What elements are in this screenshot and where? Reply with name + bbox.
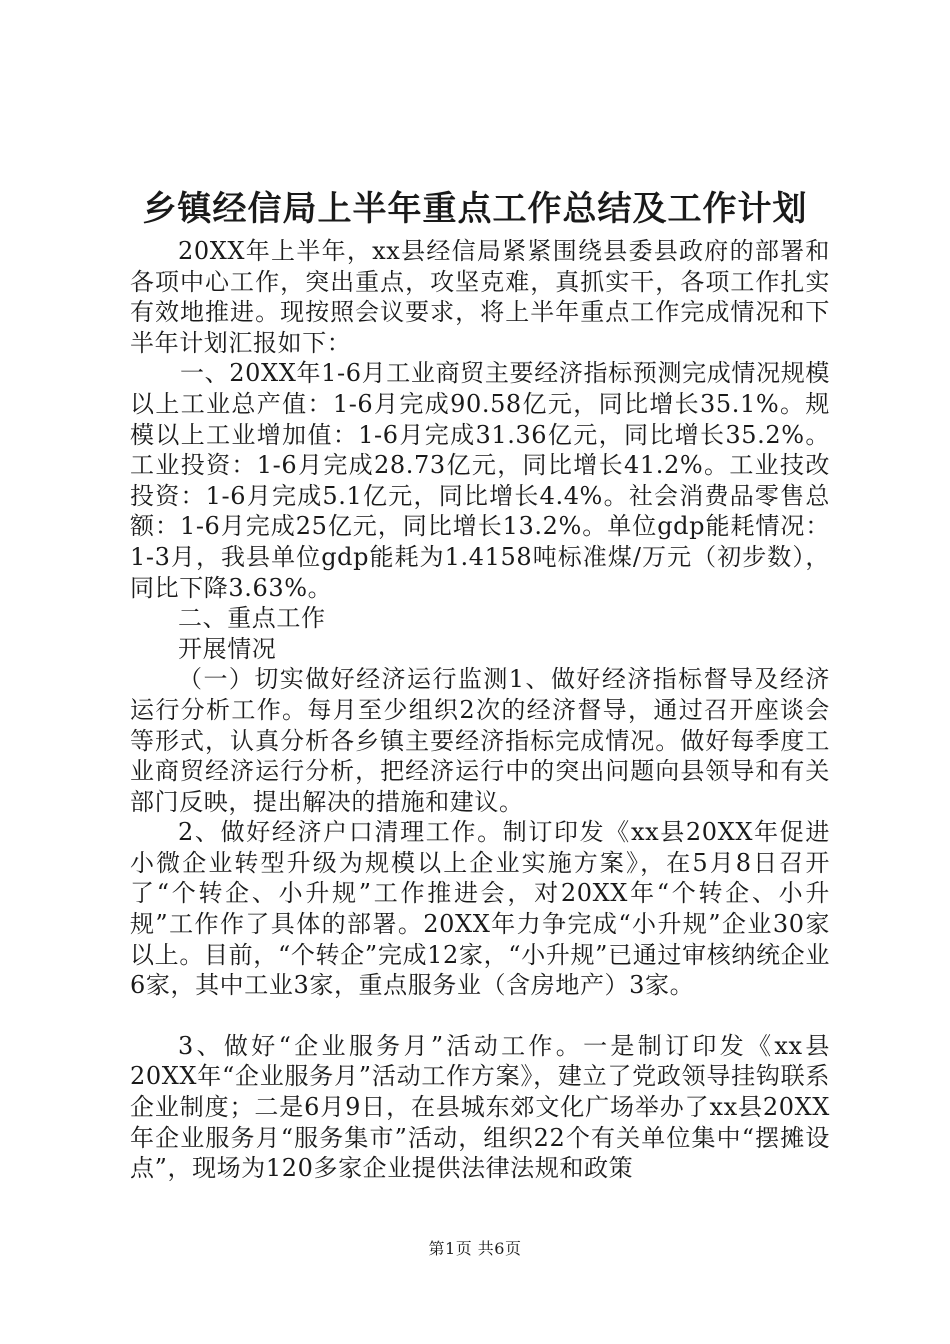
page-footer: 第1页 共6页 (428, 1239, 522, 1258)
paragraph-item3: 3、做好“企业服务月”活动工作。一是制订印发《xx县20XX年“企业服务月”活动工作方案》，建立了党政领导挂钩联系企业制度；二是6月9日，在县城东郊文化广场举办了xx县20XX年企业服务月“服务集市”活动，组织22个有关单位集中“摆摊设点”，现场为120多家企业提供法律法规和政策 (130, 1031, 830, 1183)
page-title: 乡镇经信局上半年重点工作总结及工作计划 (142, 189, 808, 229)
paragraph-intro: 20XX年上半年，xx县经信局紧紧围绕县委县政府的部署和各项中心工作，突出重点，攻坚克难，真抓实干，各项工作扎实有效地推进。现按照会议要求，将上半年重点工作完成情况和下半年计划汇报如下： (130, 237, 830, 357)
document-body (130, 236, 830, 1184)
paragraph-item2: 2、做好经济户口清理工作。制订印发《xx县20XX年促进小微企业转型升级为规模以上企业实施方案》，在5月8日召开了“个转企、小升规”工作推进会，对20XX年“个转企、小升规”工作作了具体的部署。20XX年力争完成“小升规”企业30家以上。目前，“个转企”完成12家，“小升规”已通过审核纳统企业6家，其中工业3家，重点服务业（含房地产）3家。 (130, 818, 830, 1000)
paragraph-item1: （一）切实做好经济运行监测1、做好经济指标督导及经济运行分析工作。每月至少组织2次的经济督导，通过召开座谈会等形式，认真分析各乡镇主要经济指标完成情况。做好每季度工业商贸经济运行分析，把经济运行中的突出问题向县领导和有关部门反映，提出解决的措施和建议。 (130, 665, 830, 816)
section2-subheading: 开展情况 (178, 634, 277, 663)
paragraph-gap (130, 1001, 830, 1031)
section2-heading: 二、重点工作 (178, 604, 326, 633)
paragraph-section1: 一、20XX年1-6月工业商贸主要经济指标预测完成情况规模以上工业总产值：1-6月完成90.58亿元，同比增长35.1%。规模以上工业增加值：1-6月完成31.36亿元，同比增长35.2%。工业投资：1-6月完成28.73亿元，同比增长41.2%。工业技改投资：1-6月完成5.1亿元，同比增长4.4%。社会消费品零售总额：1-6月完成25亿元，同比增长13.2%。单位gdp能耗情况：1-3月，我县单位gdp能耗为1.4158吨标准煤/万元（初步数），同比下降3.63%。 (130, 359, 830, 602)
